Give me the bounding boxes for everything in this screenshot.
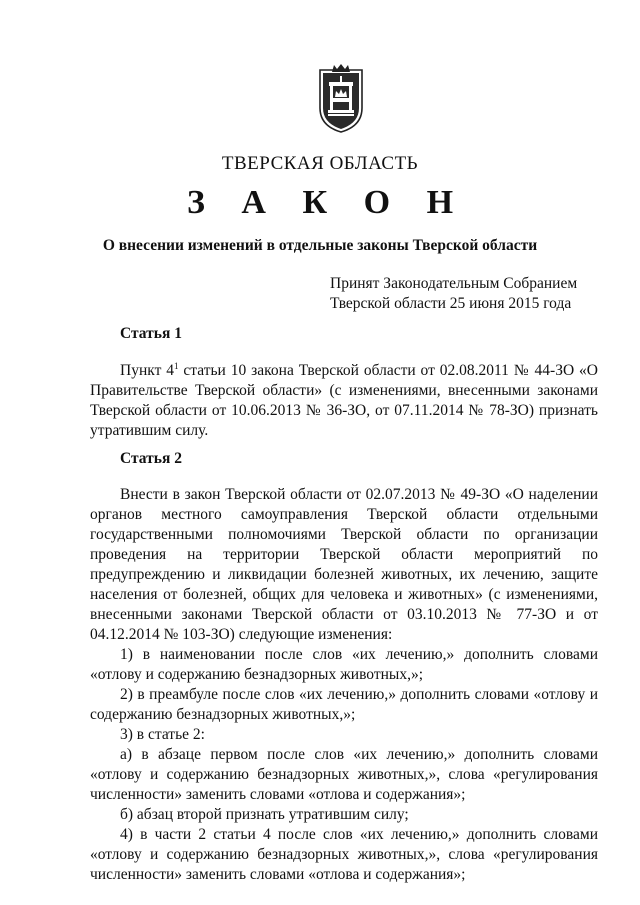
adoption-note xyxy=(330,274,577,314)
article-2-paragraph: 2) в преамбуле после слов «их лечению,» дополнить словами «отлову и содержанию безнадзорных животных,»; xyxy=(90,686,598,723)
article-2-heading: Статья 2 xyxy=(120,450,182,467)
article-2-paragraph: 3) в статье 2: xyxy=(120,726,205,743)
article-1-heading: Статья 1 xyxy=(120,325,182,342)
article-1-body xyxy=(90,361,598,441)
article-2-paragraph: а) в абзаце первом после слов «их лечению,» дополнить словами «отлову и содержанию безнадзорных животных,», слова «регулирования численности» заменить словами «отлова и содержания»; xyxy=(90,746,598,803)
adoption-line-1: Принят Законодательным Собранием xyxy=(330,275,578,292)
superscript: 1 xyxy=(174,360,179,371)
document-title: З А К О Н xyxy=(186,184,468,221)
article-2-paragraph: 4) в части 2 статьи 4 после слов «их лечению,» дополнить словами «отлову и содержанию безнадзорных животных,», слова «регулирования численности» заменить словами «отлова и содержания»; xyxy=(90,826,598,883)
region-name: ТВЕРСКАЯ ОБЛАСТЬ xyxy=(221,153,419,174)
article-2-paragraph: Внести в закон Тверской области от 02.07.2013 № 49-ЗО «О наделении органов местного самоуправления Тверской области отдельными государственными полномочиями Тверской области по организации проведения на территории Тверской области мероприятий по предупреждению и ликвидации болезней животных, их лечению, защите населения от болезней, общих для человека и животных» (с изменениями, внесенными законами Тверской области от 03.10.2013 № 77-ЗО и от 04.12.2014 № 103-ЗО) следующие изменения: xyxy=(90,486,598,643)
article-2-paragraph: 1) в наименовании после слов «их лечению,» дополнить словами «отлову и содержанию безнадзорных животных,»; xyxy=(90,646,598,683)
article-2-paragraph: б) абзац второй признать утратившим силу; xyxy=(120,806,409,823)
coat-of-arms-emblem xyxy=(316,64,366,134)
adoption-line-2: Тверской области 25 июня 2015 года xyxy=(330,295,572,312)
document-subject: О внесении изменений в отдельные законы Тверской области xyxy=(102,237,538,254)
article-2-body xyxy=(90,485,598,885)
article-1-paragraph: Пункт $4^1$ статьи 10 закона Тверской области от 02.08.2011 № 44-ЗО «О Правительстве Тверской области» (с изменениями, внесенными законами Тверской области от 10.06.2013 № 36-ЗО, от 07.11.2014 № 78-ЗО) признать утратившим силу. xyxy=(90,360,599,439)
